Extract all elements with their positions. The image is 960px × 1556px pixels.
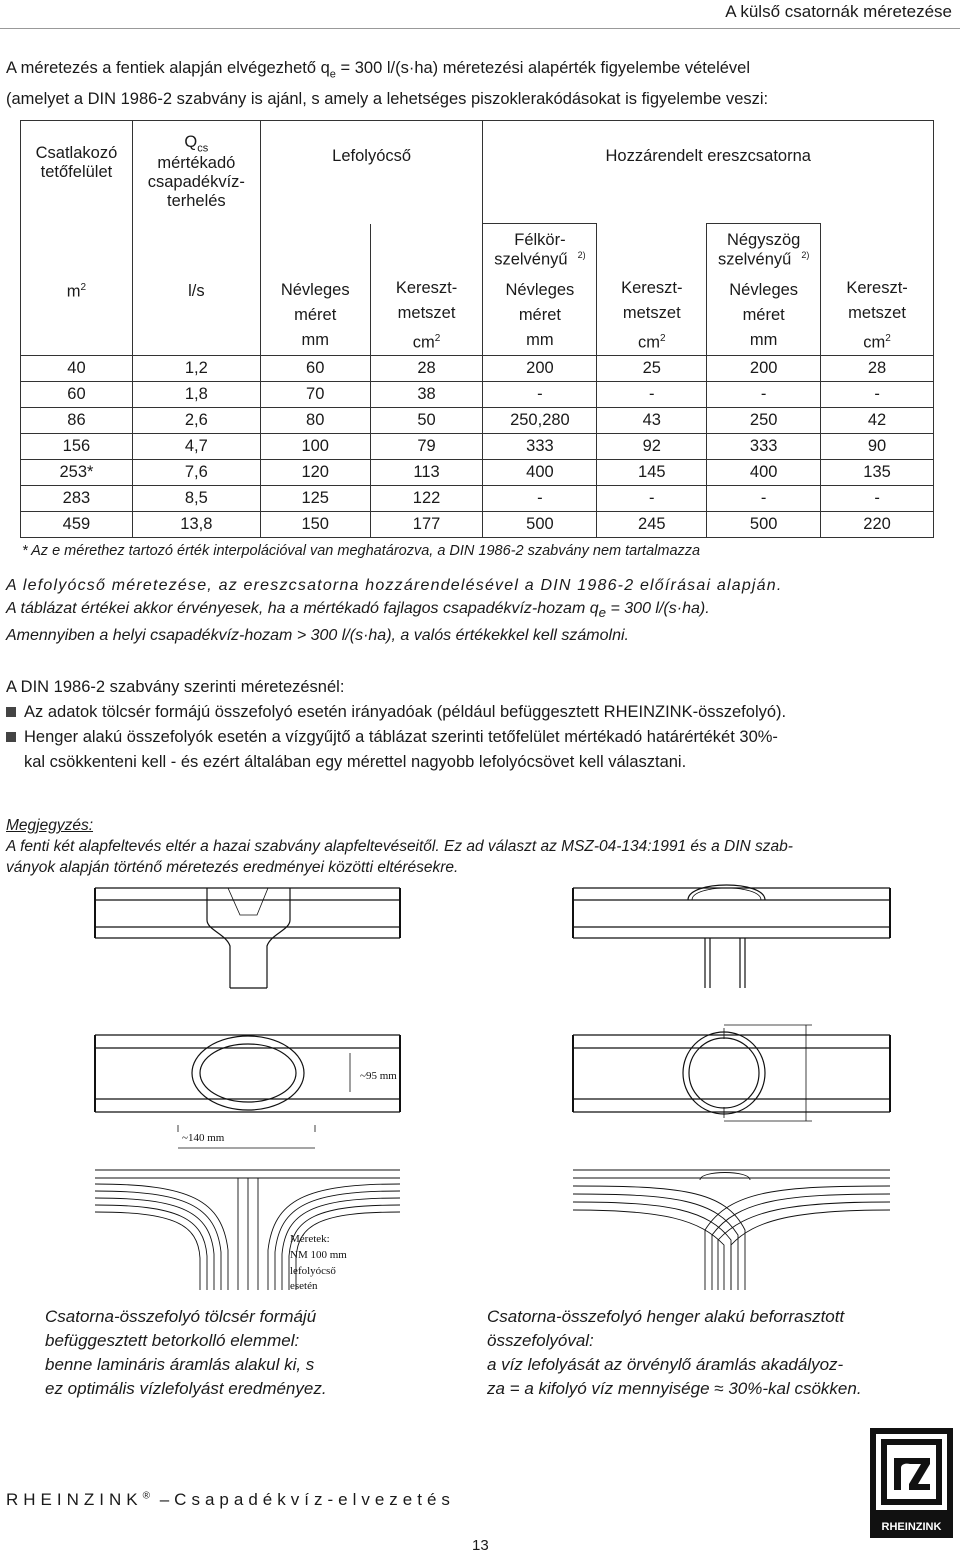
table-cell: - [597,382,707,408]
table-cell: 42 [821,408,934,434]
table-cell: 400 [707,460,821,486]
table-cell: 200 [707,356,821,382]
table-cell: 220 [821,512,934,538]
table-cell: - [821,486,934,512]
table-cell: 43 [597,408,707,434]
table-row [21,382,934,408]
header-divider [0,28,960,29]
unit-cross-section: Kereszt- metszet $cm^2$ [597,276,707,356]
funnel-outlet-side-view [95,888,400,988]
table-row [21,486,934,512]
logo-text: RHEINZINK [881,1521,942,1533]
list-item: Az adatok tölcsér formájú összefolyó esetén irányadóak (például befüggesztett RHEINZINK-összefolyó). [6,700,956,725]
table-row [21,356,934,382]
sizing-table [20,120,934,538]
dimension-140-label: ~140 mm [182,1132,225,1144]
table-cell: 333 [483,434,597,460]
table-cell: 4,7 [132,434,260,460]
table-cell: - [597,486,707,512]
table-cell: - [483,486,597,512]
table-cell: 145 [597,460,707,486]
table-cell: 86 [21,408,133,434]
din-section-title: A DIN 1986-2 szabvány szerinti méretezésnél: [6,678,345,696]
table-units-row [21,276,934,356]
table-cell: 60 [260,356,370,382]
table-cell: 177 [370,512,483,538]
svg-text:lefolyócső: lefolyócső [290,1265,336,1277]
table-cell: 1,8 [132,382,260,408]
cylinder-outlet-plan-view [573,1025,890,1121]
table-cell: 28 [370,356,483,382]
table-cell: 125 [260,486,370,512]
table-cell: 122 [370,486,483,512]
unit-cross-section: Kereszt- metszet $cm^2$ [370,276,483,356]
header-downpipe: Lefolyócső [260,121,483,224]
table-header-row [21,121,934,224]
table-cell: 245 [597,512,707,538]
table-row [21,434,934,460]
svg-text:esetén: esetén [290,1280,318,1292]
unit-cross-section: Kereszt- metszet $cm^2$ [821,276,934,356]
list-item: Henger alakú összefolyók esetén a vízgyűjtő a táblázat szerinti tetőfelület mértékadó határértékét 30%- kal csökkenteni kell - és ezért általában egy mérettel nagyobb lefolyócsövet kell választani. [6,725,956,775]
rheinzink-logo [870,1428,953,1538]
unit-nominal: Névleges méret mm [260,276,370,356]
table-cell: 113 [370,460,483,486]
table-profile-row [21,224,934,276]
caption-funnel-outlet: Csatorna-összefolyó tölcsér formájú befüggesztett betorkolló elemmel: benne lamináris áramlás alakul ki, s ez optimális vízlefolyást eredményez. [45,1307,327,1398]
table-cell: 60 [21,382,133,408]
outlet-comparison-drawing [0,870,960,1300]
svg-text:NM 100 mm: NM 100 mm [290,1249,347,1261]
table-cell: 90 [821,434,934,460]
table-cell: 135 [821,460,934,486]
dimensions-legend [290,1233,347,1292]
unit-m2: $m^2$ [21,276,133,356]
table-cell: 28 [821,356,934,382]
table-cell: 250,280 [483,408,597,434]
table-cell: 25 [597,356,707,382]
caption-cylinder-outlet: Csatorna-összefolyó henger alakú beforrasztott összefolyóval: a víz lefolyását az örvénylő áramlás akadályoz- za = a kifolyó víz mennyisége ≈ 30%-kal csökken. [487,1307,862,1398]
table-cell: 92 [597,434,707,460]
table-cell: 200 [483,356,597,382]
table-cell: - [707,486,821,512]
table-cell: 40 [21,356,133,382]
table-cell: 253* [21,460,133,486]
header-gutter: Hozzárendelt ereszcsatorna [483,121,934,224]
bullet-square-icon [6,707,16,717]
header-area: Csatlakozó tetőfelület [21,121,133,224]
table-row [21,408,934,434]
table-cell: 283 [21,486,133,512]
table-cell: 500 [483,512,597,538]
header-q-load: $Q_{cs}$ mértékadó csapadékvíz- terhelés [132,121,260,224]
unit-nominal: Névleges méret mm [483,276,597,356]
table-cell: - [707,382,821,408]
table-cell: 1,2 [132,356,260,382]
header-rectangular: Négyszög szelvényű $^{2)}$ [707,224,821,276]
validity-notes: A lefolyócső méretezése, az ereszcsatorna hozzárendelésével a DIN 1986-2 előírásai alapján. A táblázat értékei akkor érvényesek, ha a mértékadó fajlagos csapadékvíz-hozam $q_e = 300$ l/(s·ha). Amennyiben a helyi csapadékvíz-hozam > 300 l/(s·ha), a valós értékekkel kell számolni. [6,577,783,645]
footer-brand-line: RHEINZINK® –Csapadékvíz-elvezetés [6,1490,455,1509]
table-cell: 333 [707,434,821,460]
table-cell: 400 [483,460,597,486]
table-footnote: * Az e mérethez tartozó érték interpolációval van meghatározva, a DIN 1986-2 szabvány nem tartalmazza [22,543,701,559]
table-cell: - [483,382,597,408]
table-cell: 79 [370,434,483,460]
page-header-title: A külső csatornák méretezése [725,2,952,21]
svg-text:Méretek:: Méretek: [290,1233,330,1245]
funnel-outlet-plan-view [95,1035,400,1112]
table-cell: 2,6 [132,408,260,434]
page-number: 13 [472,1537,489,1554]
din-bullet-list [6,700,956,775]
intro-paragraph: A méretezés a fentiek alapján elvégezhető $q_e = 300$ l/(s·ha) méretezési alapérték figyelembe vételével (amelyet a DIN 1986-2 szabvány is ajánl, s amely a lehetséges piszoklerakódásokat is figyelembe veszi: [6,59,769,109]
unit-nominal: Névleges méret mm [707,276,821,356]
table-cell: 459 [21,512,133,538]
table-cell: 150 [260,512,370,538]
table-cell: 50 [370,408,483,434]
table-cell: 100 [260,434,370,460]
laminar-flow-lines [95,1170,400,1290]
table-cell: 7,6 [132,460,260,486]
unit-ls: l/s [132,276,260,356]
dimension-95-label: ~95 mm [360,1070,397,1082]
table-row [21,512,934,538]
table-cell: 38 [370,382,483,408]
turbulent-flow-lines [573,1170,890,1290]
header-half-round: Félkör- szelvényű $^{2)}$ [483,224,597,276]
table-cell: 250 [707,408,821,434]
table-cell: 13,8 [132,512,260,538]
table-cell: 80 [260,408,370,434]
table-cell: 120 [260,460,370,486]
bullet-square-icon [6,732,16,742]
table-cell: 156 [21,434,133,460]
remarks: Megjegyzés: A fenti két alapfeltevés eltér a hazai szabvány alapfeltevéseitől. Ez ad választ az MSZ-04-134:1991 és a DIN szab- ványok alapján történő méretezés eredményei közötti eltérésekre. [6,817,793,876]
cylinder-outlet-side-view [573,885,890,988]
table-row [21,460,934,486]
table-cell: - [821,382,934,408]
table-cell: 70 [260,382,370,408]
table-cell: 500 [707,512,821,538]
table-cell: 8,5 [132,486,260,512]
